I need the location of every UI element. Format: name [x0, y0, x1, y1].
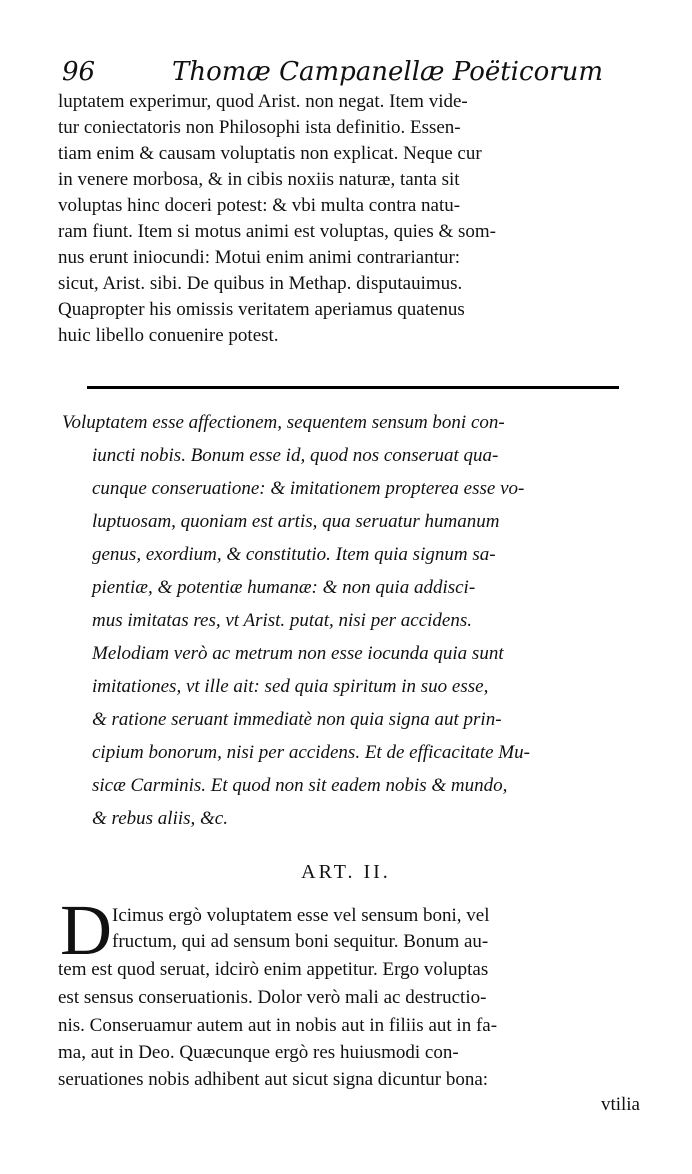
horizontal-rule	[87, 386, 619, 389]
summary-line: cunque conseruatione: & imitationem propterea esse vo-	[92, 478, 525, 499]
summary-line: Melodiam verò ac metrum non esse iocunda quia sunt	[92, 643, 504, 664]
section-heading: ART. II.	[301, 861, 391, 883]
summary-line: & rebus aliis, &c.	[92, 808, 228, 829]
summary-line: genus, exordium, & constitutio. Item quia signum sa-	[92, 544, 496, 565]
summary-line: mus imitatas res, vt Arist. putat, nisi per accidens.	[92, 610, 472, 631]
summary-line: Voluptatem esse affectionem, sequentem sensum boni con-	[62, 412, 505, 433]
summary-line: iuncti nobis. Bonum esse id, quod nos conseruat qua-	[92, 445, 499, 466]
text-line: luptatem experimur, quod Arist. non negat. Item vide-	[58, 91, 468, 112]
catchword: vtilia	[600, 1094, 640, 1115]
text-line: nis. Conseruamur autem aut in nobis aut in filiis aut in fa-	[58, 1015, 498, 1036]
summary-line: imitationes, vt ille ait: sed quia spiritum in suo esse,	[92, 676, 489, 697]
text-line: Quapropter his omissis veritatem aperiamus quatenus	[58, 299, 465, 320]
text-line: ram fiunt. Item si motus animi est voluptas, quies & som-	[58, 221, 497, 242]
drop-cap: D	[60, 890, 112, 970]
running-head	[52, 52, 652, 92]
text-line: ma, aut in Deo. Quæcunque ergò res huiusmodi con-	[58, 1042, 459, 1063]
page-number: 96	[62, 57, 96, 87]
summary-line: pientiæ, & potentiæ humanæ: & non quia addisci-	[92, 577, 476, 598]
text-line: fructum, qui ad sensum boni sequitur. Bonum au-	[112, 931, 489, 952]
text-line: sicut, Arist. sibi. De quibus in Methap. disputauimus.	[58, 273, 463, 294]
text-line: est sensus conseruationis. Dolor verò mali ac destructio-	[58, 987, 487, 1008]
text-line: nus erunt iniocundi: Motui enim animi contrariantur:	[58, 247, 461, 268]
summary-line: cipium bonorum, nisi per accidens. Et de efficacitate Mu-	[92, 742, 530, 763]
text-line: seruationes nobis adhibent aut sicut signa dicuntur bona:	[58, 1069, 489, 1090]
summary-line: luptuosam, quoniam est artis, qua seruatur humanum	[92, 511, 500, 532]
text-line: Icimus ergò voluptatem esse vel sensum boni, vel	[112, 905, 490, 926]
text-line: voluptas hinc doceri potest: & vbi multa contra natu-	[58, 195, 461, 216]
text-line: huic libello conuenire potest.	[58, 325, 279, 346]
summary-line: & ratione seruant immediatè non quia signa aut prin-	[92, 709, 502, 730]
text-line: tem est quod seruat, idcirò enim appetitur. Ergo voluptas	[58, 959, 489, 980]
running-title: Thomæ Campanellæ Poëticorum	[172, 57, 604, 87]
text-line: in venere morbosa, & in cibis noxiis naturæ, tanta sit	[58, 169, 460, 190]
summary-line: sicæ Carminis. Et quod non sit eadem nobis & mundo,	[92, 775, 508, 796]
text-line: tur coniectatoris non Philosophi ista definitio. Essen-	[58, 117, 461, 138]
text-line: tiam enim & causam voluptatis non explicat. Neque cur	[58, 143, 482, 164]
